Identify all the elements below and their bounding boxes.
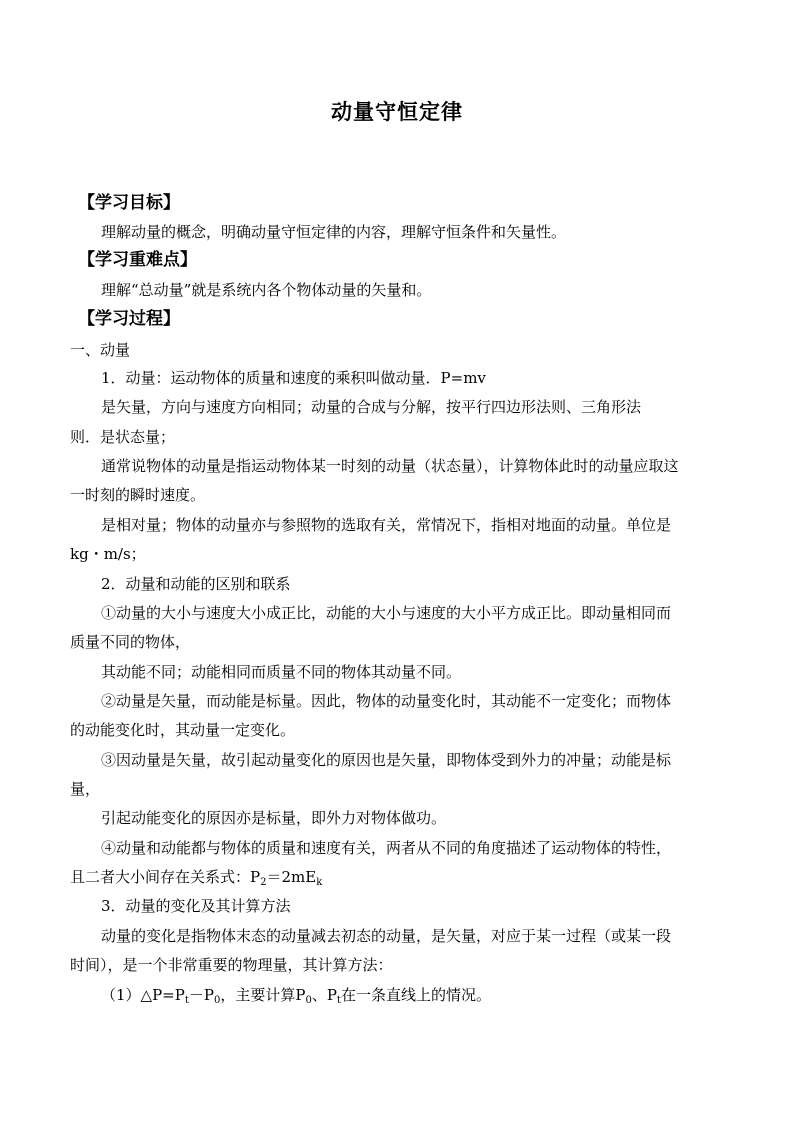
instant-line-2: 一时刻的瞬时速度。 (70, 486, 206, 504)
relative-line-2: kg・m/s； (70, 545, 146, 563)
compare2-line-1: ②动量是矢量，而动能是标量。因此，物体的动量变化时，其动能不一定变化；而物体 (101, 692, 672, 710)
compare1-line-2: 质量不同的物体， (70, 633, 191, 651)
formula-end: 在一条直线上的情况。 (340, 986, 491, 1004)
process-heading: 【学习过程】 (78, 309, 180, 329)
formula-minus: －P (188, 986, 214, 1004)
key-points-text: 理解“总动量”就是系统内各个物体动量的矢量和。 (101, 281, 432, 299)
goals-text: 理解动量的概念，明确动量守恒定律的内容，理解守恒条件和矢量性。 (101, 223, 567, 241)
relation-text: 且二者大小间存在关系式： (70, 868, 251, 886)
compare4-line-1: ④动量和动能都与物体的质量和速度有关，两者从不同的角度描述了运动物体的特性， (101, 839, 672, 857)
relation-symbol-p: P (250, 868, 261, 886)
compare3-line-1: ③因动量是矢量，故引起动量变化的原因也是矢量，即物体受到外力的冲量；动能是标 (101, 751, 672, 769)
compare1-line-3: 其动能不同；动能相同而质量不同的物体其动量不同。 (101, 663, 462, 681)
change-line-1: 动量的变化是指物体末态的动量减去初态的动量，是矢量，对应于某一过程（或某一段 (101, 927, 672, 945)
relation-subscript-k: k (316, 877, 323, 888)
compare3-line-2: 量， (70, 780, 101, 798)
compare1-line-1: ①动量的大小与速度大小成正比，动能的大小与速度的大小平方成正比。即动量相同而 (101, 604, 672, 622)
formula-line (101, 985, 491, 1005)
item1-definition: 1．动量：运动物体的质量和速度的乘积叫做动量．P=mv (101, 369, 486, 387)
compare3-line-3: 引起动能变化的原因亦是标量，即外力对物体做功。 (101, 809, 447, 827)
formula-prefix: （1）△P=P (101, 986, 185, 1004)
page-title: 动量守恒定律 (331, 99, 463, 124)
formula-sub-t-2: t (336, 995, 341, 1006)
relation-equation: ＝2mE (266, 868, 317, 886)
formula-mid: ，主要计算P (220, 986, 306, 1004)
formula-sub-t-1: t (184, 995, 189, 1006)
vector-line-1: 是矢量，方向与速度方向相同；动量的合成与分解，按平行四边形法则、三角形法 (101, 398, 642, 416)
goals-heading: 【学习目标】 (78, 193, 180, 213)
formula-sub-0-2: 0 (305, 995, 312, 1006)
change-line-2: 时间），是一个非常重要的物理量，其计算方法： (70, 956, 393, 974)
vector-line-2: 则．是状态量； (70, 428, 176, 446)
item3-heading: 3．动量的变化及其计算方法 (101, 897, 291, 915)
part1-heading: 一、动量 (70, 341, 131, 359)
compare4-line-2 (70, 867, 322, 887)
compare2-line-2: 的动能变化时，其动量一定变化。 (70, 721, 296, 739)
item2-heading: 2．动量和动能的区别和联系 (101, 575, 291, 593)
formula-sub-0-1: 0 (213, 995, 221, 1006)
formula-sep: 、P (311, 986, 337, 1004)
relative-line-1: 是相对量；物体的动量亦与参照物的选取有关，常情况下，指相对地面的动量。单位是 (101, 516, 672, 534)
instant-line-1: 通常说物体的动量是指运动物体某一时刻的动量（状态量），计算物体此时的动量应取这 (101, 457, 679, 475)
key-points-heading: 【学习重难点】 (78, 250, 197, 270)
relation-subscript-2: 2 (260, 877, 267, 888)
